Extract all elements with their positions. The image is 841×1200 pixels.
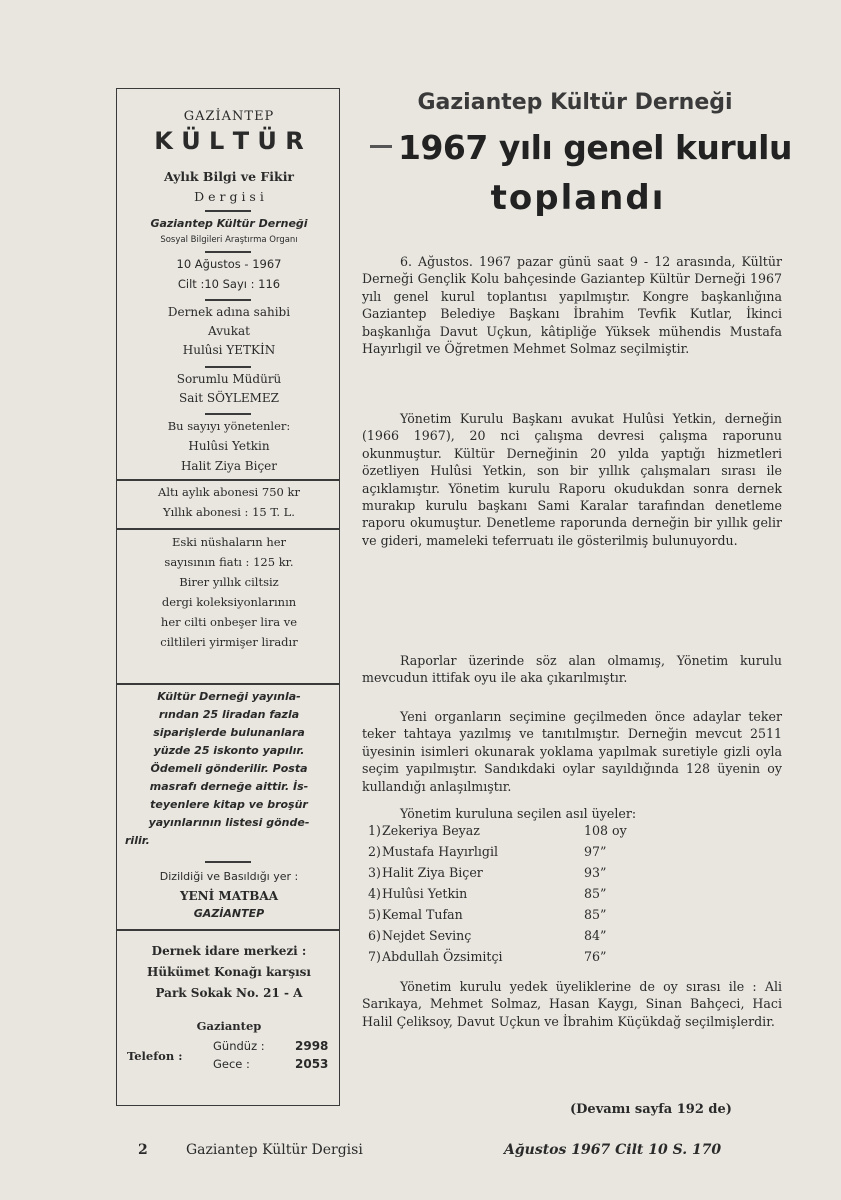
- editor-name: Sait SÖYLEMEZ: [179, 391, 279, 405]
- member-number: 5): [368, 907, 381, 922]
- phone-city: Gaziantep: [196, 1019, 262, 1033]
- member-row: [368, 865, 688, 883]
- divider: [117, 479, 339, 481]
- article-kicker: Gaziantep Kültür Derneği: [417, 90, 733, 115]
- notice-line: yayınlarının listesi gönde-: [148, 816, 310, 829]
- reserve-members-paragraph: Yönetim kurulu yedek üyeliklerine de oy sırası ile : Ali Sarıkaya, Mehmet Solmaz, Hasan Kaygı, Sinan Bahçeci, Haci Halil Çeliksoy, Davut Uçkun ve İbrahim Küçükdağ seçilmişlerdir.: [362, 979, 782, 1029]
- phone-night-label: Gece :: [213, 1057, 250, 1071]
- footer-issue-info: Ağustos 1967 Cilt 10 S. 170: [504, 1142, 722, 1158]
- phone-label: Telefon :: [127, 1049, 183, 1063]
- separator: [205, 861, 251, 863]
- owner-label: Dernek adına sahibi: [167, 305, 291, 319]
- member-number: 3): [368, 865, 381, 880]
- subscription-yearly: Yıllık abonesi : 15 T. L.: [163, 505, 295, 519]
- notice-line: rından 25 liradan fazla: [158, 708, 300, 721]
- printer-name: YENİ MATBAA: [179, 889, 279, 903]
- article-headline-2: toplandı: [490, 178, 666, 218]
- divider: [117, 683, 339, 685]
- member-number: 6): [368, 928, 381, 943]
- owner-name: Hulûsi YETKİN: [182, 343, 276, 357]
- org-name: Gaziantep Kültür Derneği: [150, 217, 308, 230]
- member-row: [368, 886, 688, 904]
- member-number: 1): [368, 823, 381, 838]
- notice-line: masrafı derneğe aittir. İs-: [149, 780, 309, 793]
- member-number: 7): [368, 949, 381, 964]
- magazine-subtitle-2: D e r g i s i: [194, 189, 264, 204]
- publisher-city: GAZİANTEP: [183, 109, 275, 124]
- subscription-six-month: Altı aylık abonesi 750 kr: [158, 485, 300, 499]
- separator: [205, 366, 251, 368]
- member-votes: 76”: [584, 949, 607, 964]
- member-name: Halit Ziya Biçer: [382, 865, 483, 880]
- article-paragraph: Raporlar üzerinde söz alan olmamış, Yönetim kurulu mevcudun ittifak oyu ile aka çıkarılmıştır.: [362, 653, 782, 686]
- article-headline: 1967 yılı genel kurulu: [398, 128, 792, 167]
- divider: [117, 929, 339, 931]
- member-votes: 108 oy: [584, 823, 627, 838]
- printer-label: Dizildiği ve Basıldığı yer :: [159, 870, 299, 883]
- article-paragraph: Yönetim kuruluna seçilen asıl üyeler:: [400, 806, 637, 821]
- address-line-1: Dernek idare merkezi :: [151, 944, 307, 958]
- manager-2: Halit Ziya Biçer: [180, 459, 278, 473]
- member-number: 2): [368, 844, 381, 859]
- member-votes: 85”: [584, 907, 607, 922]
- member-number: 4): [368, 886, 381, 901]
- member-row: [368, 823, 688, 841]
- old-issues-line-1: Eski nüshaların her: [171, 535, 287, 549]
- member-votes: 84”: [584, 928, 607, 943]
- printer-city: GAZİANTEP: [193, 907, 265, 920]
- member-row: [368, 928, 688, 946]
- notice-line: Ödemeli gönderilir. Posta: [150, 762, 308, 775]
- notice-line: Kültür Derneği yayınla-: [157, 690, 301, 703]
- member-name: Hulûsi Yetkin: [382, 886, 468, 901]
- continued-note: (Devamı sayfa 192 de): [570, 1102, 732, 1117]
- old-issues-line-2: sayısının fiatı : 125 kr.: [164, 555, 294, 569]
- page-number: 2: [138, 1142, 148, 1158]
- magazine-name: K Ü L T Ü R: [154, 127, 304, 155]
- article-paragraph: Yeni organların seçimine geçilmeden önce adaylar teker teker tahtaya yazılmış ve tanıtılmıştır. Derneğin mevcut 2511 üyesinin isimleri okunarak yoklama yapılmak suretiyle gizli oyla seçim yapılmıştır. Sandıkdaki oylar sayıldığında 128 üyenin oy kullandığı anlaşılmıştır.: [362, 709, 782, 794]
- phone-night-number: 2053: [295, 1057, 329, 1071]
- article-paragraph: Yönetim Kurulu Başkanı avukat Hulûsi Yetkin, derneğin (1966 1967), 20 nci çalışma devresi çalışma raporunu okunmuştur. Kültür Derneğinin 20 yılda yaptığı hizmetleri özetliyen Hulûsi Yetkin, son bir yıllık çalışmaları sırası ile açıklamıştır. Yönetim kurulu Raporu okudukdan sonra dernek murakıp kurulu başkanı Sami Karalar tarafından denetleme raporu okumuştur. Denetleme raporunda derneğin bir yıllık gelir ve gideri, mameleki teferruatı ile gösterilmiş bulunuyordu.: [362, 411, 782, 548]
- volume-issue: Cilt :10 Sayı : 116: [177, 277, 281, 291]
- manager-1: Hulûsi Yetkin: [188, 439, 270, 453]
- owner-title: Avukat: [208, 324, 250, 338]
- phone-day-label: Gündüz :: [213, 1039, 265, 1053]
- editor-label: Sorumlu Müdürü: [176, 372, 282, 386]
- old-issues-line-3: Birer yıllık ciltsiz: [179, 575, 279, 589]
- notice-line: siparişlerde bulunanlara: [153, 726, 305, 739]
- member-name: Mustafa Hayırlıgil: [382, 844, 499, 859]
- old-issues-line-4: dergi koleksiyonlarının: [161, 595, 297, 609]
- separator: [205, 299, 251, 301]
- footer-magazine-name: Gaziantep Kültür Dergisi: [186, 1142, 363, 1158]
- separator: [205, 413, 251, 415]
- address-line-3: Park Sokak No. 21 - A: [155, 986, 303, 1000]
- member-votes: 93”: [584, 865, 607, 880]
- member-row: [368, 949, 688, 967]
- divider: [117, 528, 339, 530]
- phone-day-number: 2998: [295, 1039, 329, 1053]
- member-votes: 85”: [584, 886, 607, 901]
- member-name: Nejdet Sevinç: [382, 928, 472, 943]
- org-description: Sosyal Bilgileri Araştırma Organı: [160, 235, 298, 245]
- old-issues-line-5: her cilti onbeşer lira ve: [160, 615, 298, 629]
- member-votes: 97”: [584, 844, 607, 859]
- managers-label: Bu sayıyı yönetenler:: [167, 419, 291, 433]
- notice-line: teyenlere kitap ve broşür: [150, 798, 308, 811]
- headline-dash: [370, 145, 392, 148]
- notice-line: rilir.: [125, 834, 150, 847]
- notice-line: yüzde 25 iskonto yapılır.: [153, 744, 305, 757]
- member-row: [368, 844, 688, 862]
- separator: [205, 210, 251, 212]
- member-name: Zekeriya Beyaz: [382, 823, 480, 838]
- member-name: Abdullah Özsimitçi: [382, 949, 503, 964]
- separator: [205, 251, 251, 253]
- old-issues-line-6: ciltlileri yirmişer liradır: [160, 635, 298, 649]
- issue-date: 10 Ağustos - 1967: [176, 257, 282, 271]
- address-line-2: Hükümet Konağı karşısı: [147, 965, 311, 979]
- member-name: Kemal Tufan: [382, 907, 463, 922]
- article-paragraph: 6. Ağustos. 1967 pazar günü saat 9 - 12 arasında, Kültür Derneği Gençlik Kolu bahçesinde Gaziantep Kültür Derneği 1967 yılı genel kurul toplantısı yapılmıştır. Kongre başkanlığına Gaziantep Belediye Başkanı İbrahim Tevfik Kutlar, İkinci başkanlığa Davut Uçkun, kâtipliğe Yüksek mühendis Mustafa Hayırlıgil ve Öğretmen Mehmet Solmaz seçilmiştir.: [362, 254, 782, 357]
- magazine-subtitle: Aylık Bilgi ve Fikir: [163, 169, 295, 184]
- member-row: [368, 907, 688, 925]
- masthead-box: [116, 88, 340, 1106]
